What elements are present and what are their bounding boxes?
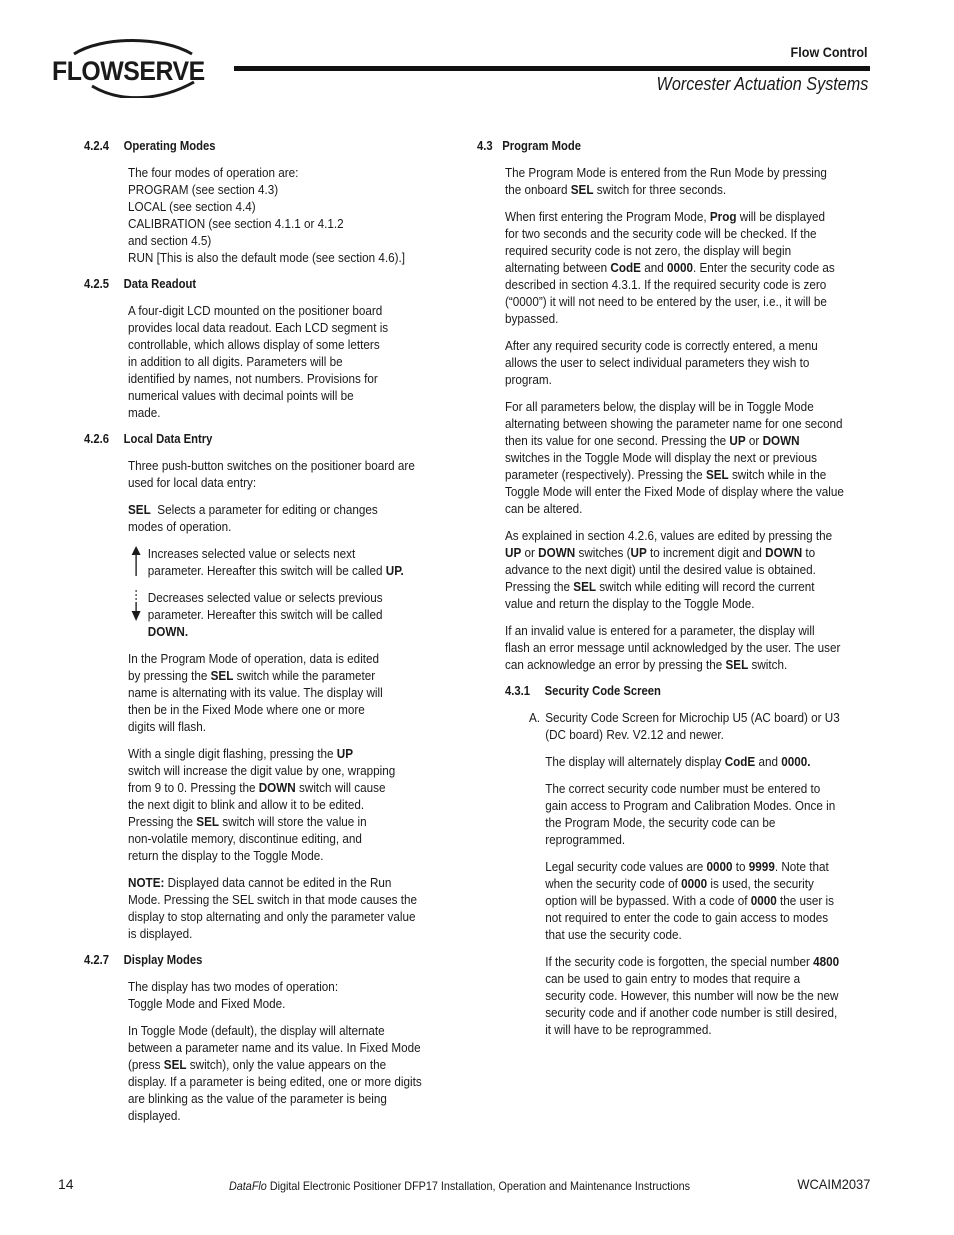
down-arrow-icon [130,590,143,622]
section-heading-4-3: 4.3 Program Mode [477,139,581,153]
security-code-text: A. Security Code Screen for Microchip U5 (AC board) or U3 (DC board) Rev. V2.12 and newer. The display will alternately display CodE and 0000. The correct security code number must be entered to gain access to Program and Calibration Modes. Once in the Program Mode, the security code can be reprogrammed. Legal security code values are 0000 to 9999. Note that when the security code of 0000 is used, the security option will be bypassed. With a code of 0000 the user is not required to enter the code to gain access to modes that use the security code. If the security code is forgotten, the special number 4800 can be used to gain entry to modes that require a security code. However, this number will now be the new security code and if another code number is still desired, it will have to be reprogrammed. [529,710,840,1037]
section-heading-4-3-1: 4.3.1 Security Code Screen [505,684,661,698]
data-readout-text: A four-digit LCD mounted on the positioner board provides local data readout. Each LCD segment is controllable, which allows display of some letters in addition to all digits. Parameters will be identified by names, not numbers. Provisions for numerical values with decimal points will be made. [128,303,389,420]
document-number: WCAIM2037 [796,1176,870,1192]
subdivision-title: Worcester Actuation Systems [656,74,868,94]
right-column [477,138,877,1048]
up-switch-item: Increases selected value or selects next parameter. Hereafter this switch will be called UP. [128,545,421,579]
local-data-entry-text: Three push-button switches on the positioner board are used for local data entry: SEL Selects a parameter for editing or changes modes of operation. Increases selected value or selects next parameter. Hereafter this switch will be called UP. Decreases selected value or selects previous parameter. Hereafter this switch will be called DOWN. In the Program Mode of operation, data is edited by pressing the SEL switch while the parameter name is alternating with its value. The display will then be in the Fixed Mode where one or more digits will flash. With a single digit flashing, pressing the UP switch will increase the digit value by one, wrapping from 9 to 0. Pressing the DOWN switch will cause the next digit to blink and allow it to be edited. Pressing the SEL switch will store the value in non-volatile memory, discontinue editing, and return the display to the Toggle Mode. NOTE: Displayed data cannot be edited in the Run Mode. Pressing the SEL switch in that mode causes the display to stop alternating and only the parameter value is displayed. [128,457,421,942]
section-heading-4-2-4: 4.2.4 Operating Modes [84,139,216,153]
section-heading-4-2-7: 4.2.7 Display Modes [84,953,203,967]
display-modes-text: The display has two modes of operation: Toggle Mode and Fixed Mode. In Toggle Mode (default), the display will alternate between a parameter name and its value. In Fixed Mode (press SEL switch), only the value appears on the display. If a parameter is being edited, one or more digits are blinking as the value of the parameter is being displayed. [128,979,422,1123]
section-heading-4-2-5: 4.2.5 Data Readout [84,277,197,291]
down-switch-item: Decreases selected value or selects previous parameter. Hereafter this switch will be called DOWN. [128,589,421,640]
section-heading-4-2-6: 4.2.6 Local Data Entry [84,432,213,446]
logo-text: FLOWSERVE [52,56,205,86]
flowserve-logo [52,38,214,98]
note-paragraph: NOTE: Displayed data cannot be edited in the Run Mode. Pressing the SEL switch in that mode causes the display to stop alternating and only the parameter value is displayed. [128,875,417,941]
up-arrow-icon [130,546,143,578]
header-rule [234,66,870,71]
footer-title: DataFlo Digital Electronic Positioner DFP17 Installation, Operation and Maintenance Instructions [229,1179,691,1193]
division-title: Flow Control [791,44,868,60]
page-number: 14 [58,1176,74,1192]
sel-key: SEL [128,502,151,517]
program-mode-text: The Program Mode is entered from the Run Mode by pressing the onboard SEL switch for three seconds. When first entering the Program Mode, Prog will be displayed for two seconds and the security code will be checked. If the required security code is not zero, the display will begin alternating between CodE and 0000. Enter the security code as described in section 4.3.1. If the required security code is zero (“0000”) it will not need to be entered by the user, i.e., it will be bypassed. After any required security code is correctly entered, a menu allows the user to select individual parameters they wish to program. For all parameters below, the display will be in Toggle Mode alternating between showing the parameter name for one second then its value for one second. Pressing the UP or DOWN switches in the Toggle Mode will display the next or previous parameter (respectively). Pressing the SEL switch while in the Toggle Mode will enter the Fixed Mode of display where the value can be altered. As explained in section 4.2.6, values are edited by pressing the UP or DOWN switches (UP to increment digit and DOWN to advance to the next digit) until the desired value is obtained. Pressing the SEL switch while editing will record the current value and return the display to the Toggle Mode. If an invalid value is entered for a parameter, the display will flash an error message until acknowledged by the user. The user can acknowledge an error by pressing the SEL switch. [505,165,844,672]
operating-modes-text: The four modes of operation are: PROGRAM (see section 4.3) LOCAL (see section 4.4) CALIBRATION (see section 4.1.1 or 4.1.2 and section 4.5) RUN [This is also the default mode (see section 4.6).] [128,165,406,265]
left-column [84,138,454,1134]
